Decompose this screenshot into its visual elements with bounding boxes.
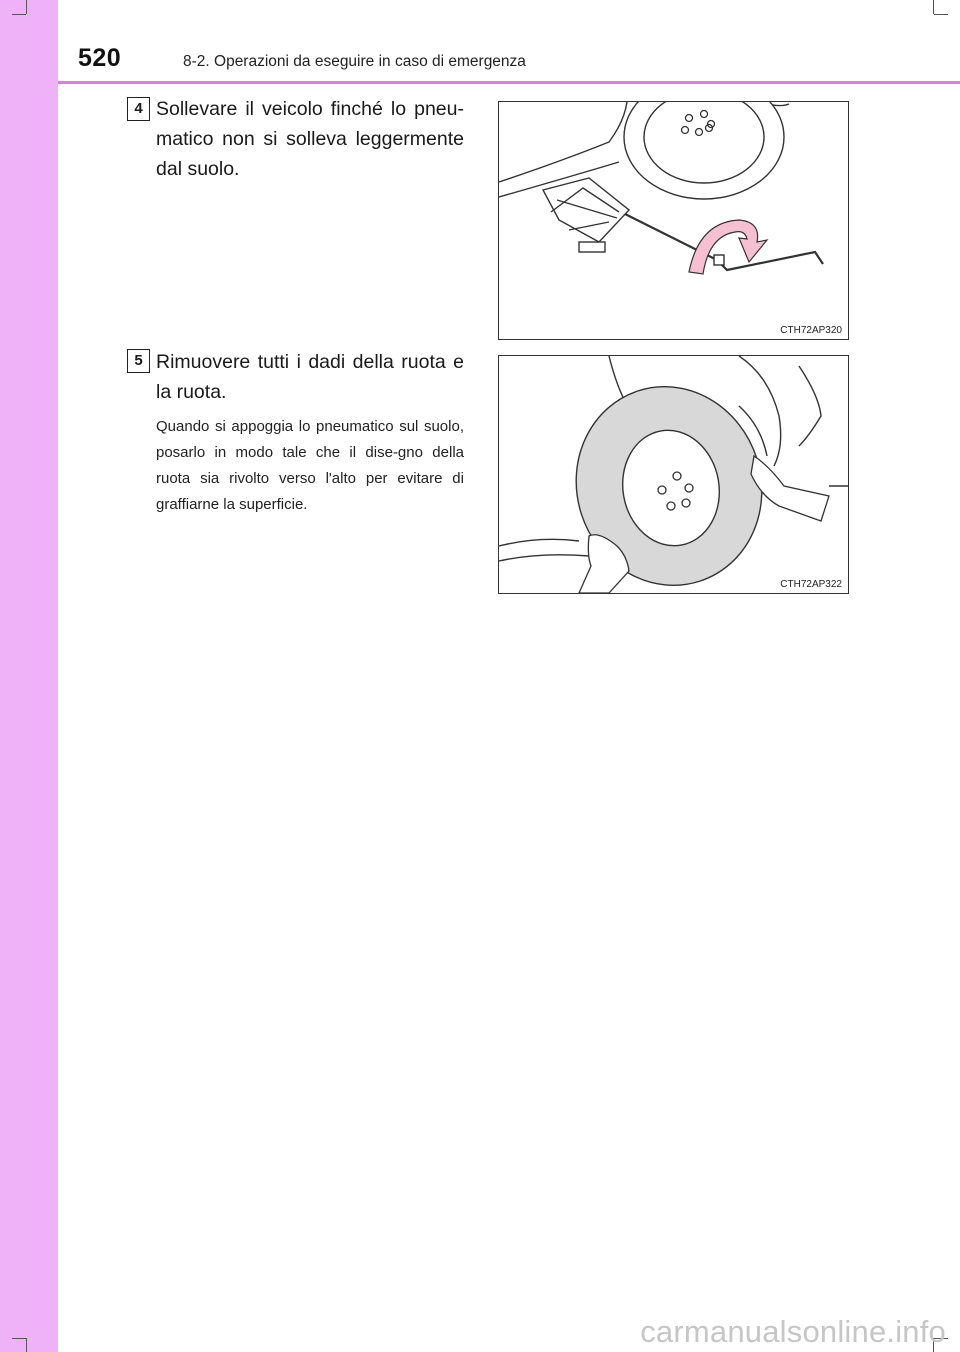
- watermark: carmanualsonline.info: [640, 1314, 946, 1349]
- figure-code: CTH72AP322: [780, 579, 842, 590]
- section-title: 8-2. Operazioni da eseguire in caso di emergenza: [183, 53, 526, 70]
- figure-jack-raising: [498, 101, 849, 340]
- crop-mark: [26, 0, 27, 14]
- rotation-arrow-icon: [689, 220, 767, 274]
- figure-wheel-removal: [498, 355, 849, 594]
- wheel-illustration: [499, 356, 848, 593]
- crop-mark: [12, 1338, 26, 1339]
- step-4-text: Sollevare il veicolo finché lo pneu-matico non si solleva leggermente dal suolo.: [156, 98, 464, 180]
- crop-mark: [26, 1338, 27, 1352]
- jack-illustration: [499, 102, 848, 339]
- figure-code: CTH72AP320: [780, 325, 842, 336]
- crop-mark: [933, 0, 934, 14]
- page-number: 520: [78, 44, 122, 72]
- step-number-4: 4: [127, 97, 150, 121]
- header-rule: [58, 81, 960, 84]
- step-5-text: Rimuovere tutti i dadi della ruota e la ruota.: [156, 351, 464, 403]
- step-5-note: Quando si appoggia lo pneumatico sul suolo, posarlo in modo tale che il dise-gno della ruota sia rivolto verso l'alto per evitare di graffiarne la superficie.: [156, 418, 464, 513]
- crop-mark: [934, 14, 948, 15]
- side-color-band: [0, 0, 58, 1352]
- crop-mark: [12, 14, 26, 15]
- step-number-5: 5: [127, 349, 150, 373]
